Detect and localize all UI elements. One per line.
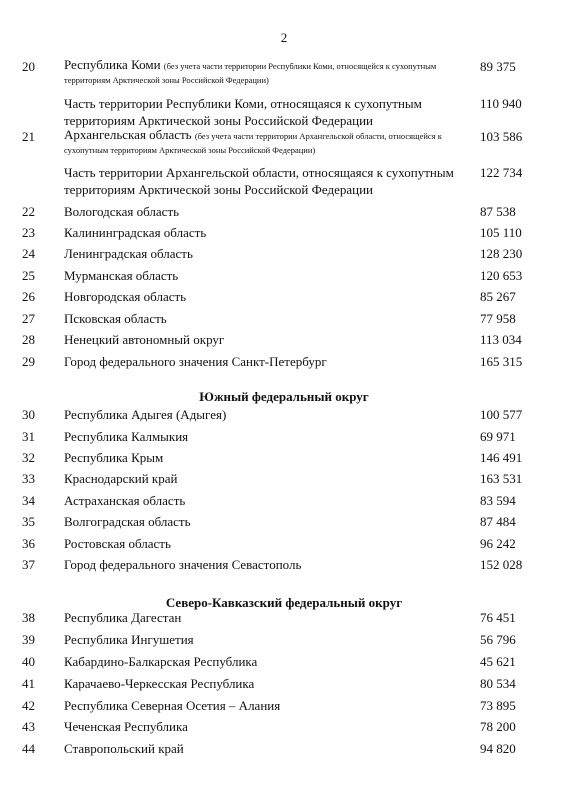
region-name: Вологодская область	[64, 204, 180, 219]
row-number: 34	[22, 493, 35, 508]
region-name: Краснодарский край	[64, 471, 178, 486]
region-name: Мурманская область	[64, 268, 179, 283]
region-name: Чеченская Республика	[64, 719, 188, 734]
row-value: 146 491	[480, 450, 523, 465]
row-value: 105 110	[480, 225, 522, 240]
row-number: 29	[22, 354, 35, 369]
row-value: 80 534	[480, 676, 516, 691]
region-name: Часть территории Архангельской области, относящаяся к сухопутным территориям Арктической зоны Российской Федерации	[64, 165, 454, 197]
row-number: 41	[22, 676, 35, 691]
region-name: Калининградская область	[64, 225, 207, 240]
row-value: 122 734	[480, 165, 523, 180]
row-value: 45 621	[480, 654, 516, 669]
row-value: 120 653	[480, 268, 523, 283]
row-value: 103 586	[480, 129, 523, 144]
row-value: 96 242	[480, 536, 516, 551]
row-number: 20	[22, 59, 35, 74]
region-name: Карачаево-Черкесская Республика	[64, 676, 255, 691]
row-value: 77 958	[480, 311, 516, 326]
region-name: Республика Адыгея (Адыгея)	[64, 407, 227, 422]
row-number: 26	[22, 289, 35, 304]
row-number: 31	[22, 429, 35, 444]
row-number: 30	[22, 407, 35, 422]
row-number: 33	[22, 471, 35, 486]
region-name: Ленинградская область	[64, 246, 193, 261]
region-title: Республика Коми	[64, 57, 161, 72]
row-value: 152 028	[480, 557, 523, 572]
row-number: 24	[22, 246, 35, 261]
row-value: 89 375	[480, 59, 516, 74]
row-number: 21	[22, 129, 35, 144]
row-value: 113 034	[480, 332, 522, 347]
row-value: 85 267	[480, 289, 516, 304]
region-name: Республика Крым	[64, 450, 164, 465]
row-number: 42	[22, 698, 35, 713]
row-value: 110 940	[480, 96, 522, 111]
region-title: Архангельская область	[64, 127, 192, 142]
row-value: 165 315	[480, 354, 523, 369]
region-name: Псковская область	[64, 311, 167, 326]
row-value: 56 796	[480, 632, 516, 647]
row-value: 83 594	[480, 493, 516, 508]
row-value: 128 230	[480, 246, 523, 261]
row-value: 87 538	[480, 204, 516, 219]
row-number: 25	[22, 268, 35, 283]
row-number: 40	[22, 654, 35, 669]
row-number: 23	[22, 225, 35, 240]
page-number: 2	[280, 30, 288, 45]
district-heading-north-caucasus: Северо-Кавказский федеральный округ	[165, 595, 403, 610]
region-name: Ростовская область	[64, 536, 171, 551]
region-name	[64, 128, 474, 156]
row-number: 27	[22, 311, 35, 326]
row-number: 39	[22, 632, 35, 647]
region-note: (без учета части территории Республики Коми, относящейся к сухопутным территориям Арктической зоны Российской Федерации)	[64, 61, 437, 85]
region-name: Республика Ингушетия	[64, 632, 194, 647]
region-name	[64, 58, 474, 86]
row-number: 28	[22, 332, 35, 347]
region-name: Ненецкий автономный округ	[64, 332, 225, 347]
region-name: Новгородская область	[64, 289, 187, 304]
region-name: Город федерального значения Санкт-Петербург	[64, 354, 327, 369]
row-value: 100 577	[480, 407, 523, 422]
region-name: Кабардино-Балкарская Республика	[64, 654, 258, 669]
row-number: 44	[22, 741, 35, 756]
row-value: 69 971	[480, 429, 516, 444]
row-value: 87 484	[480, 514, 516, 529]
region-name: Республика Северная Осетия – Алания	[64, 698, 281, 713]
region-note: (без учета части территории Архангельской области, относящейся к сухопутным территориям Арктической зоны Российской Федерации)	[64, 131, 442, 155]
row-value: 73 895	[480, 698, 516, 713]
row-number: 32	[22, 450, 35, 465]
region-name: Республика Дагестан	[64, 610, 182, 625]
row-value: 78 200	[480, 719, 516, 734]
row-number: 35	[22, 514, 35, 529]
region-name: Республика Калмыкия	[64, 429, 189, 444]
row-number: 36	[22, 536, 35, 551]
region-name: Волгоградская область	[64, 514, 191, 529]
row-value: 94 820	[480, 741, 516, 756]
region-name: Часть территории Республики Коми, относящаяся к сухопутным территориям Арктической зоны Российской Федерации	[64, 96, 422, 128]
row-value: 76 451	[480, 610, 516, 625]
row-number: 22	[22, 204, 35, 219]
region-name: Астраханская область	[64, 493, 186, 508]
region-name: Ставропольский край	[64, 741, 184, 756]
district-heading-south: Южный федеральный округ	[199, 389, 369, 404]
region-name: Город федерального значения Севастополь	[64, 557, 302, 572]
row-number: 38	[22, 610, 35, 625]
row-value: 163 531	[480, 471, 523, 486]
row-number: 43	[22, 719, 35, 734]
row-number: 37	[22, 557, 35, 572]
